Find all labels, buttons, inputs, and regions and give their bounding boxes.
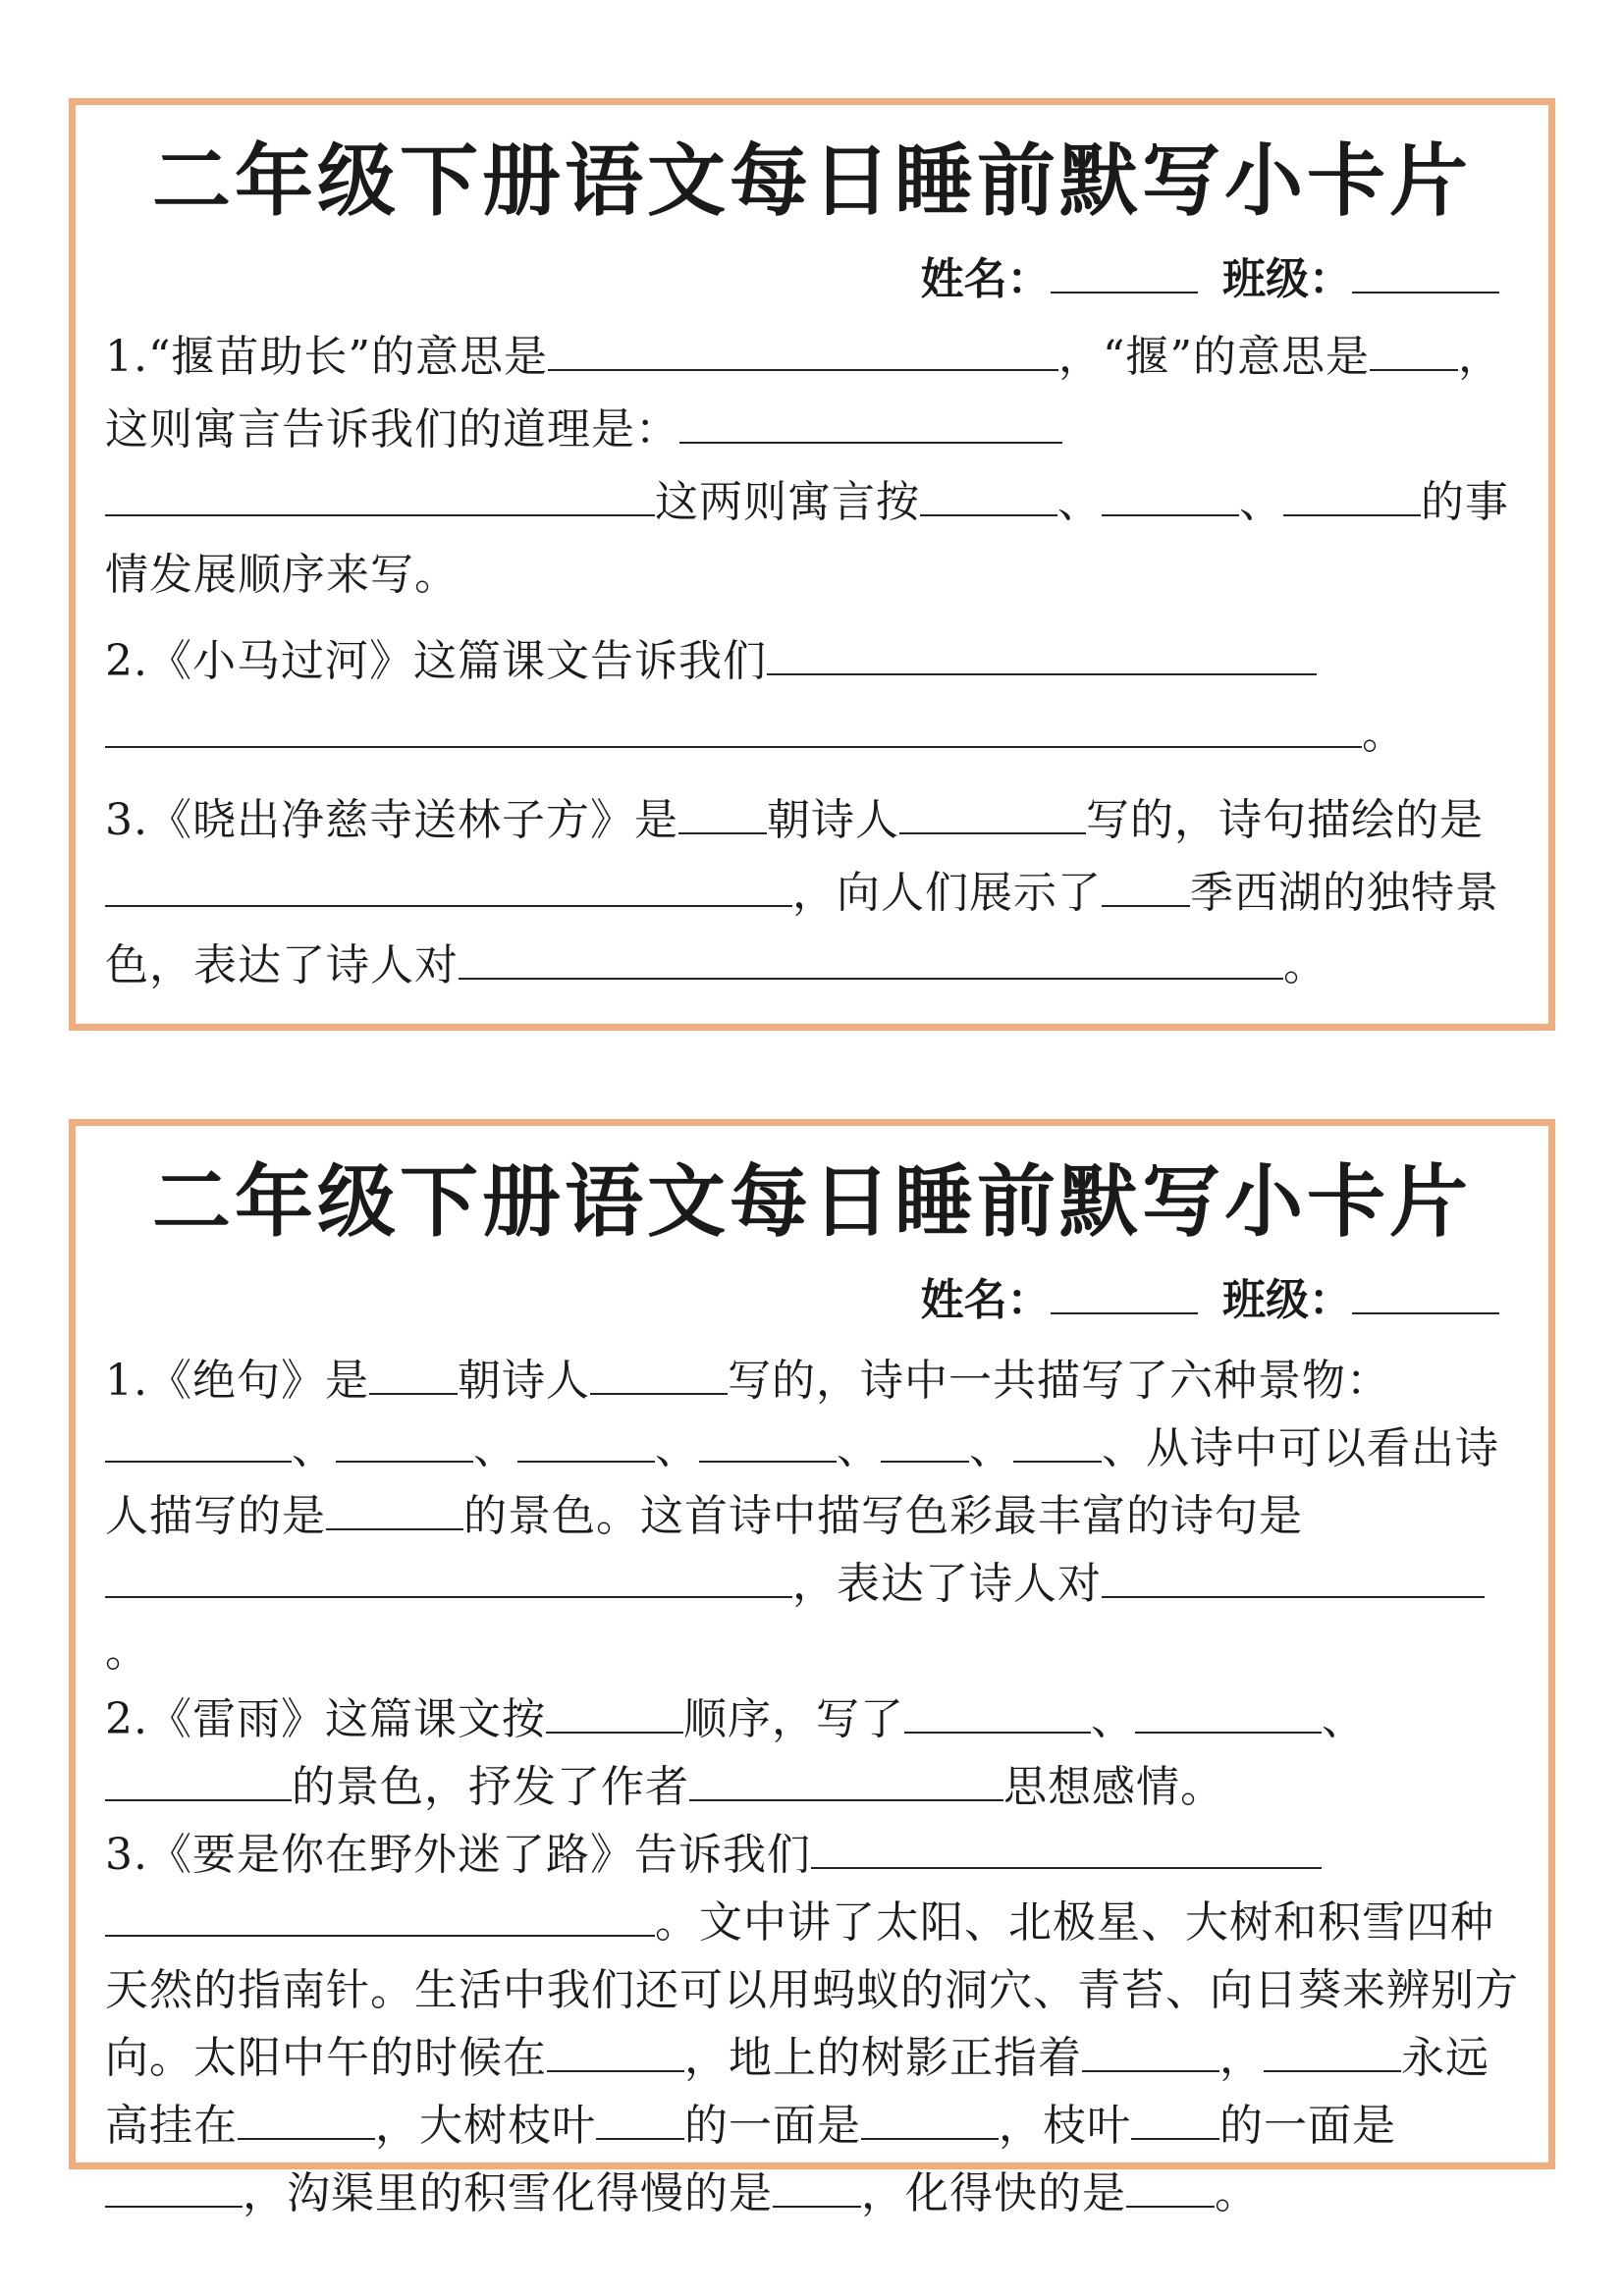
answer-blank[interactable] [1283, 471, 1421, 516]
dictation-card-2 [69, 1119, 1555, 2218]
question-2 [105, 625, 1521, 771]
answer-blank[interactable] [1370, 326, 1458, 371]
answer-blank[interactable] [773, 2163, 861, 2208]
answer-blank[interactable] [811, 1824, 1322, 1869]
name-class-row [921, 250, 1499, 309]
question-text: 的事情发展顺序来写。 [105, 477, 1509, 600]
answer-blank[interactable] [459, 934, 1283, 980]
question-text: 、 [969, 1423, 1013, 1473]
answer-blank[interactable] [105, 2163, 243, 2208]
question-text: 的一面是 [684, 2101, 861, 2151]
answer-blank[interactable] [1102, 862, 1190, 907]
question-text: 、 [473, 1423, 517, 1473]
question-text: 3.《要是你在野外迷了路》告诉我们 [105, 1830, 811, 1880]
name-class-row [921, 1271, 1499, 1330]
answer-blank[interactable] [1013, 1417, 1102, 1463]
answer-blank[interactable] [105, 1756, 292, 1801]
question-text: 3.《晓出净慈寺送林子方》是 [105, 795, 678, 845]
card-title: 二年级下册语文每日睡前默写小卡片 [152, 1156, 1472, 1248]
answer-blank[interactable] [336, 1417, 473, 1463]
question-3 [105, 1821, 1521, 2227]
question-text: 写的，诗句描绘的是 [1085, 795, 1484, 845]
question-text: 、从诗中可以看出诗人描写的是 [105, 1423, 1499, 1541]
answer-blank[interactable] [238, 2095, 375, 2140]
question-2 [105, 1685, 1521, 1821]
question-text: 的景色。这首诗中描写色彩最丰富的诗句是 [463, 1491, 1303, 1541]
answer-blank[interactable] [546, 1688, 683, 1734]
question-1 [105, 1347, 1521, 1685]
question-text: 、 [1321, 1694, 1366, 1744]
question-text: ，沟渠里的积雪化得慢的是 [243, 2168, 773, 2218]
question-text: ，“揠”的意思是 [1057, 332, 1370, 382]
dictation-card-1 [69, 98, 1555, 1031]
question-text: 。文中讲了太阳、北极星、大树和积雪四种天然的指南针。生活中我们还可以用蚂蚁的洞穴、青苔、向日葵来辨别方向。太阳中午的时候在 [105, 1897, 1519, 2083]
answer-blank[interactable] [105, 1892, 655, 1937]
answer-blank[interactable] [548, 326, 1058, 371]
answer-blank[interactable] [1126, 2163, 1215, 2208]
answer-blank[interactable] [326, 1485, 463, 1530]
name-field[interactable] [1051, 1273, 1198, 1314]
question-text: 、 [1090, 1694, 1135, 1744]
answer-blank[interactable] [596, 2095, 684, 2140]
class-label: 班级： [1222, 1275, 1352, 1325]
question-text: ， [1219, 2033, 1264, 2083]
answer-blank[interactable] [861, 2095, 999, 2140]
card-body [105, 1347, 1521, 2227]
answer-blank[interactable] [767, 630, 1317, 675]
question-text: 、 [292, 1423, 336, 1473]
name-label: 姓名： [920, 1275, 1051, 1325]
name-label: 姓名： [920, 254, 1051, 304]
answer-blank[interactable] [547, 2027, 684, 2072]
question-text: 、 [655, 1423, 699, 1473]
question-text: 朝诗人 [457, 1356, 590, 1406]
answer-blank[interactable] [1131, 2095, 1219, 2140]
answer-blank[interactable] [105, 1417, 292, 1463]
question-text: ，表达了诗人对 [792, 1559, 1102, 1609]
card-body [105, 321, 1521, 1002]
class-label: 班级： [1222, 254, 1352, 304]
answer-blank[interactable] [699, 1417, 837, 1463]
question-text: 写的，诗中一共描写了六种景物： [727, 1356, 1390, 1406]
answer-blank[interactable] [904, 1688, 1091, 1734]
answer-blank[interactable] [1264, 2027, 1401, 2072]
answer-blank[interactable] [369, 1350, 458, 1395]
answer-blank[interactable] [920, 471, 1057, 516]
question-text: 。 [1362, 709, 1406, 759]
question-text: ，化得快的是 [861, 2168, 1126, 2218]
answer-blank[interactable] [678, 789, 767, 834]
card-title: 二年级下册语文每日睡前默写小卡片 [152, 135, 1472, 227]
question-text: ，大树枝叶 [375, 2101, 596, 2151]
question-text: 的一面是 [1219, 2101, 1396, 2151]
answer-blank[interactable] [105, 862, 792, 907]
question-text: 朝诗人 [766, 795, 899, 845]
question-3 [105, 784, 1521, 1002]
answer-blank[interactable] [1082, 2027, 1219, 2072]
class-field[interactable] [1352, 1273, 1499, 1314]
answer-blank[interactable] [1135, 1688, 1322, 1734]
answer-blank[interactable] [105, 703, 1362, 748]
question-text: 1.《绝句》是 [105, 1356, 369, 1406]
answer-blank[interactable] [105, 1553, 792, 1598]
question-text: 永远高挂在 [105, 2033, 1489, 2151]
question-text: ，枝叶 [999, 2101, 1131, 2151]
question-text: 、 [837, 1423, 881, 1473]
question-text: ，这则寓言告诉我们的道理是： [105, 332, 1502, 454]
question-text: 、 [1057, 477, 1102, 527]
answer-blank[interactable] [590, 1350, 728, 1395]
question-text: 2.《雷雨》这篇课文按 [105, 1694, 546, 1744]
answer-blank[interactable] [105, 471, 655, 516]
answer-blank[interactable] [881, 1417, 969, 1463]
question-text: ，向人们展示了 [792, 868, 1102, 918]
question-1 [105, 321, 1521, 612]
question-text: 的景色，抒发了作者 [292, 1762, 689, 1812]
class-field[interactable] [1352, 252, 1499, 294]
answer-blank[interactable] [689, 1756, 1003, 1801]
question-text: 季西湖的独特景色，表达了诗人对 [105, 868, 1499, 990]
question-text: 、 [1239, 477, 1283, 527]
answer-blank[interactable] [1102, 1553, 1485, 1598]
question-text: 这两则寓言按 [655, 477, 920, 527]
answer-blank[interactable] [1102, 471, 1239, 516]
question-text: 思想感情。 [1003, 1762, 1224, 1812]
question-text: ，地上的树影正指着 [684, 2033, 1082, 2083]
answer-blank[interactable] [517, 1417, 655, 1463]
question-text: 2.《小马过河》这篇课文告诉我们 [105, 636, 767, 686]
answer-blank[interactable] [679, 399, 1062, 444]
name-field[interactable] [1051, 252, 1198, 294]
answer-blank[interactable] [899, 789, 1086, 834]
question-text: 。 [1283, 940, 1327, 990]
question-text: 。 [1215, 2168, 1259, 2218]
question-text: 。 [105, 1627, 149, 1677]
question-text: 顺序，写了 [682, 1694, 904, 1744]
question-text: 1.“揠苗助长”的意思是 [105, 332, 548, 382]
